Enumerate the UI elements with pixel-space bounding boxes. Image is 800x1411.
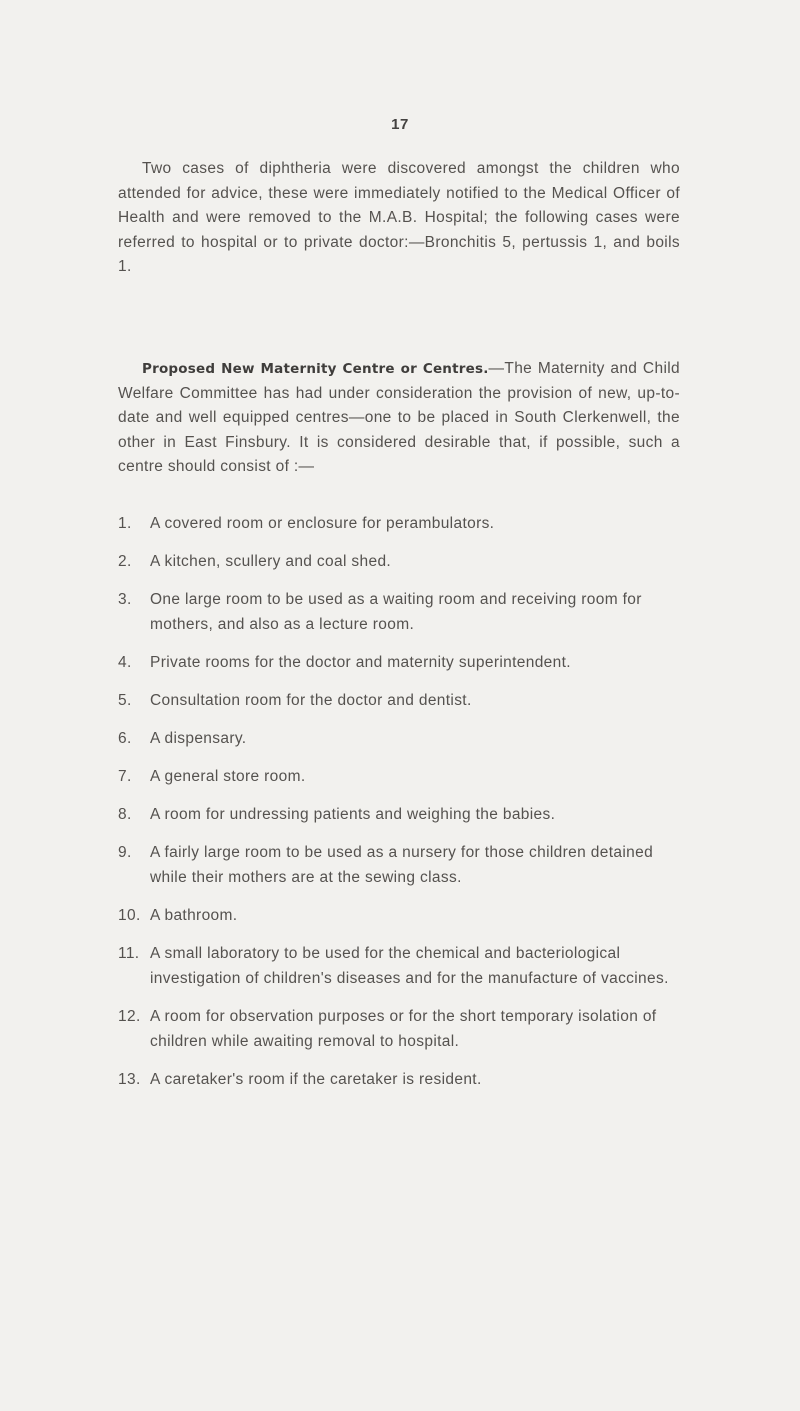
item-text: A dispensary.: [150, 730, 247, 747]
item-number: 10.: [118, 907, 141, 924]
item-text: A general store room.: [150, 768, 306, 785]
item-number: 2.: [118, 553, 132, 570]
item-text: A fairly large room to be used as a nursery for those children detained while their mothers are at the sewing class.: [150, 844, 654, 886]
list-item: [118, 511, 680, 536]
list-item: [118, 1004, 680, 1054]
list-item: [118, 840, 680, 890]
item-text: A caretaker's room if the caretaker is resident.: [150, 1071, 482, 1088]
item-text: A small laboratory to be used for the chemical and bacteriological investigation of children's diseases and for the manufacture of vaccines.: [150, 945, 669, 987]
item-number: 7.: [118, 768, 132, 785]
list-item: [118, 802, 680, 827]
item-number: 5.: [118, 692, 132, 709]
item-text: Consultation room for the doctor and dentist.: [150, 692, 472, 709]
list-item: [118, 587, 680, 637]
item-text: A bathroom.: [150, 907, 238, 924]
item-text: A room for undressing patients and weighing the babies.: [150, 806, 556, 823]
item-text: A room for observation purposes or for the short temporary isolation of children while awaiting removal to hospital.: [150, 1008, 657, 1050]
item-number: 3.: [118, 591, 132, 608]
paragraph-diphtheria-cases: Two cases of diphtheria were discovered amongst the children who attended for advice, these were immediately notified to the Medical Officer of Health and were removed to the M.A.B. Hospital; the following cases were referred to hospital or to private doctor:—Bronchitis 5, pertussis 1, and boils 1.: [118, 160, 680, 275]
list-item: [118, 650, 680, 675]
list-item: [118, 903, 680, 928]
item-number: 13.: [118, 1071, 141, 1088]
item-number: 1.: [118, 515, 132, 532]
section-heading: Proposed New Maternity Centre or Centres.: [142, 361, 489, 377]
paragraph-maternity-centre: [118, 357, 680, 480]
item-number: 12.: [118, 1008, 141, 1025]
list-item: [118, 726, 680, 751]
item-number: 8.: [118, 806, 132, 823]
list-item: [118, 764, 680, 789]
item-number: 11.: [118, 945, 140, 962]
list-item: [118, 549, 680, 574]
item-text: A kitchen, scullery and coal shed.: [150, 553, 392, 570]
item-text: Private rooms for the doctor and maternity superintendent.: [150, 654, 571, 671]
item-text: A covered room or enclosure for perambulators.: [150, 515, 495, 532]
list-item: [118, 941, 680, 991]
list-item: [118, 688, 680, 713]
requirements-list: [118, 511, 680, 1105]
item-number: 4.: [118, 654, 132, 671]
page-number: 17: [391, 116, 409, 133]
list-item: [118, 1067, 680, 1092]
item-number: 9.: [118, 844, 132, 861]
item-number: 6.: [118, 730, 132, 747]
item-text: One large room to be used as a waiting room and receiving room for mothers, and also as a lecture room.: [150, 591, 642, 633]
section-body: —The Maternity and Child Welfare Committee has had under consideration the provision of new, up-to-date and well equipped centres—one to be placed in South Clerkenwell, the other in East Finsbury. It is considered desirable that, if possible, such a centre should consist of :—: [118, 360, 681, 475]
